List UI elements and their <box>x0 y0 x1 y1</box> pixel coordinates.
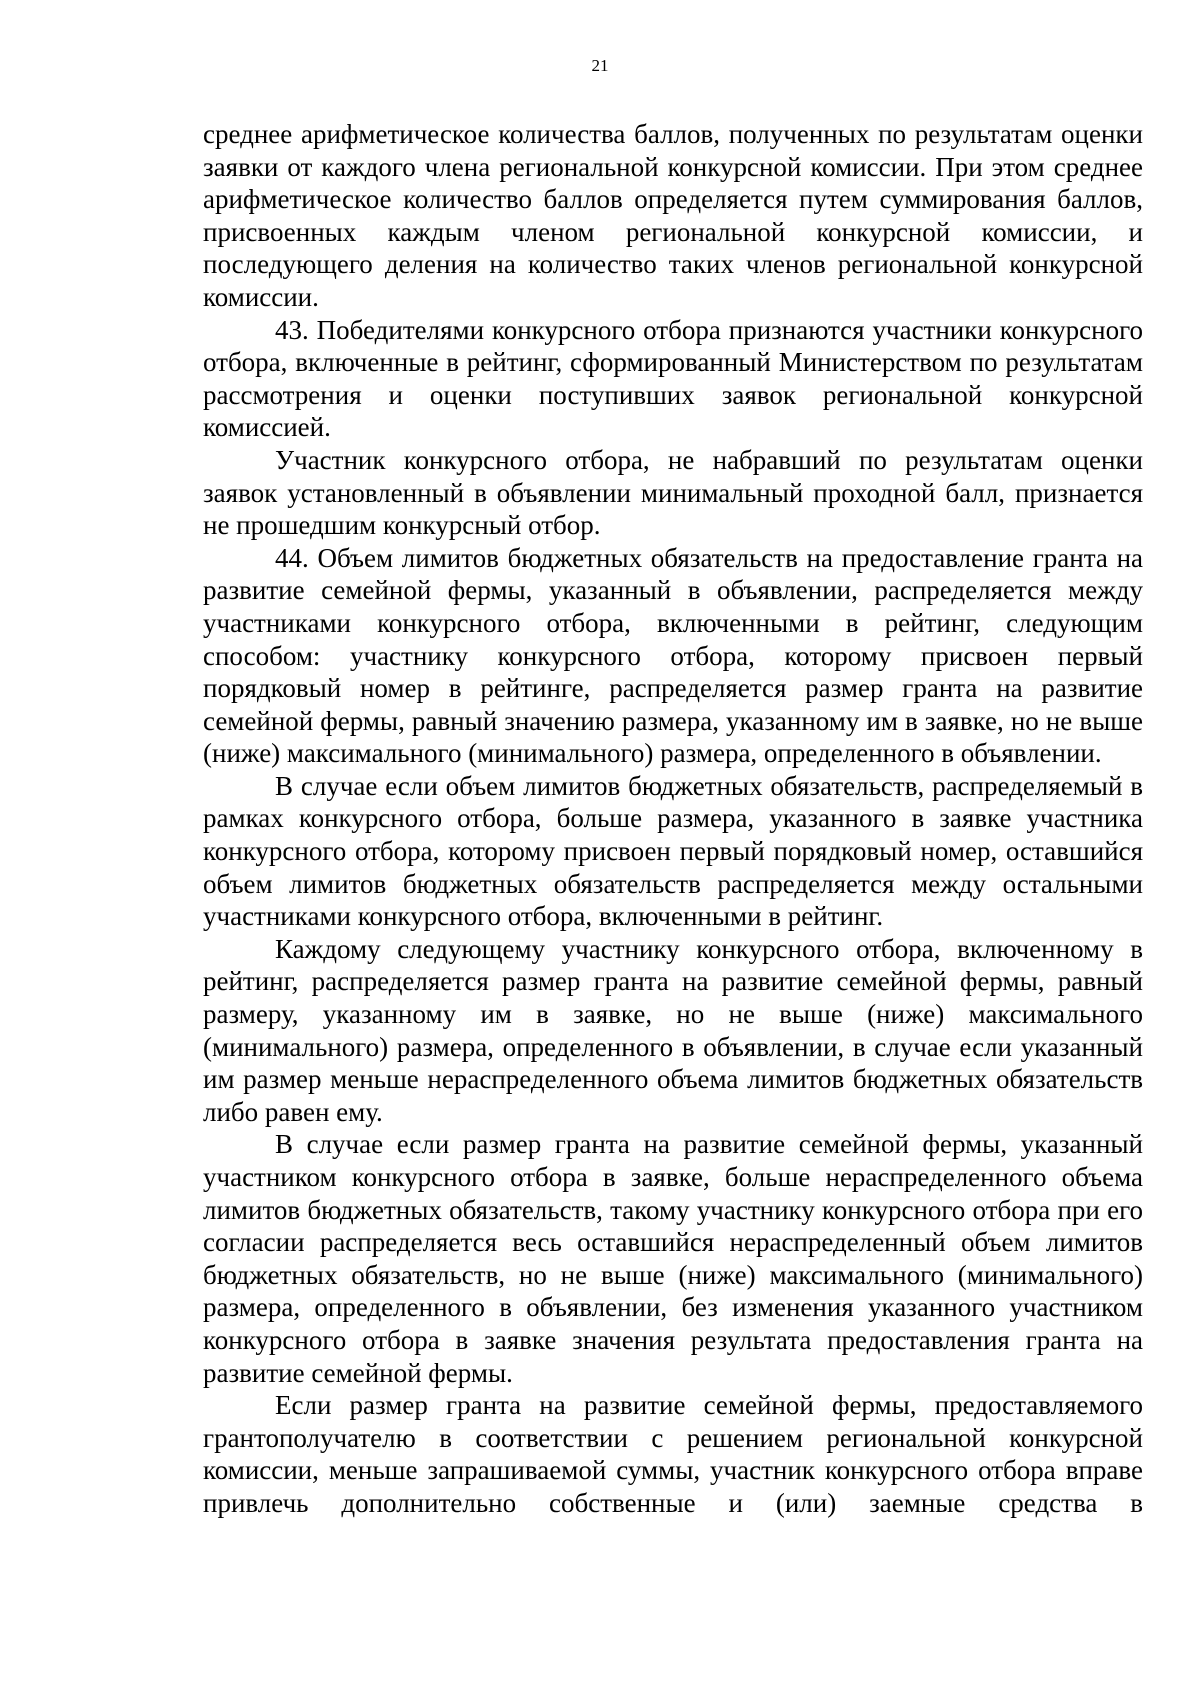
paragraph-item-43: 43. Победителями конкурсного отбора признаются участники конкурсного отбора, включенные в рейтинг, сформированный Министерством по результатам рассмотрения и оценки поступивших заявок региональной конкурсной комиссией. <box>203 314 1143 443</box>
paragraph-remaining-limits: В случае если объем лимитов бюджетных обязательств, распределяемый в рамках конкурсного отбора, больше размера, указанного в заявке участника конкурсного отбора, которому присвоен первый порядковый номер, оставшийся объем лимитов бюджетных обязательств распределяется между остальными участниками конкурсного отбора, включенными в рейтинг. <box>203 770 1143 932</box>
paragraph-continuation: среднее арифметическое количества баллов, полученных по результатам оценки заявки от каждого члена региональной конкурсной комиссии. При этом среднее арифметическое количество баллов определяется путем суммирования баллов, присвоенных каждым членом региональной конкурсной комиссии, и последующего деления на количество таких членов региональной конкурсной комиссии. <box>203 119 1143 312</box>
paragraph-min-score: Участник конкурсного отбора, не набравший по результатам оценки заявок установленный в объявлении минимальный проходной балл, признается не прошедшим конкурсный отбор. <box>203 444 1143 541</box>
paragraph-grant-exceeds: В случае если размер гранта на развитие семейной фермы, указанный участником конкурсного отбора в заявке, больше нераспределенного объема лимитов бюджетных обязательств, такому участнику конкурсного отбора при его согласии распределяется весь оставшийся нераспределенный объем лимитов бюджетных обязательств, но не выше (ниже) максимального (минимального) размера, определенного в объявлении, без изменения указанного участником конкурсного отбора в заявке значения результата предоставления гранта на развитие семейной фермы. <box>203 1129 1143 1388</box>
document-body <box>203 118 1143 1520</box>
page-number: 21 <box>591 56 609 75</box>
paragraph-smaller-grant: Если размер гранта на развитие семейной фермы, предоставляемого грантополучателю в соответствии с решением региональной конкурсной комиссии, меньше запрашиваемой суммы, участник конкурсного отбора вправе привлечь дополнительно собственные и (или) заемные средства в <box>203 1390 1143 1518</box>
paragraph-item-44: 44. Объем лимитов бюджетных обязательств на предоставление гранта на развитие семейной фермы, указанный в объявлении, распределяется между участниками конкурсного отбора, включенными в рейтинг, следующим способом: участнику конкурсного отбора, которому присвоен первый порядковый номер в рейтинге, распределяется размер гранта на развитие семейной фермы, равный значению размера, указанному им в заявке, но не выше (ниже) максимального (минимального) размера, определенного в объявлении. <box>203 542 1143 769</box>
paragraph-next-participant: Каждому следующему участнику конкурсного отбора, включенному в рейтинг, распределяется размер гранта на развитие семейной фермы, равный размеру, указанному им в заявке, но не выше (ниже) максимального (минимального) размера, определенного в объявлении, в случае если указанный им размер меньше нераспределенного объема лимитов бюджетных обязательств либо равен ему. <box>203 933 1143 1127</box>
